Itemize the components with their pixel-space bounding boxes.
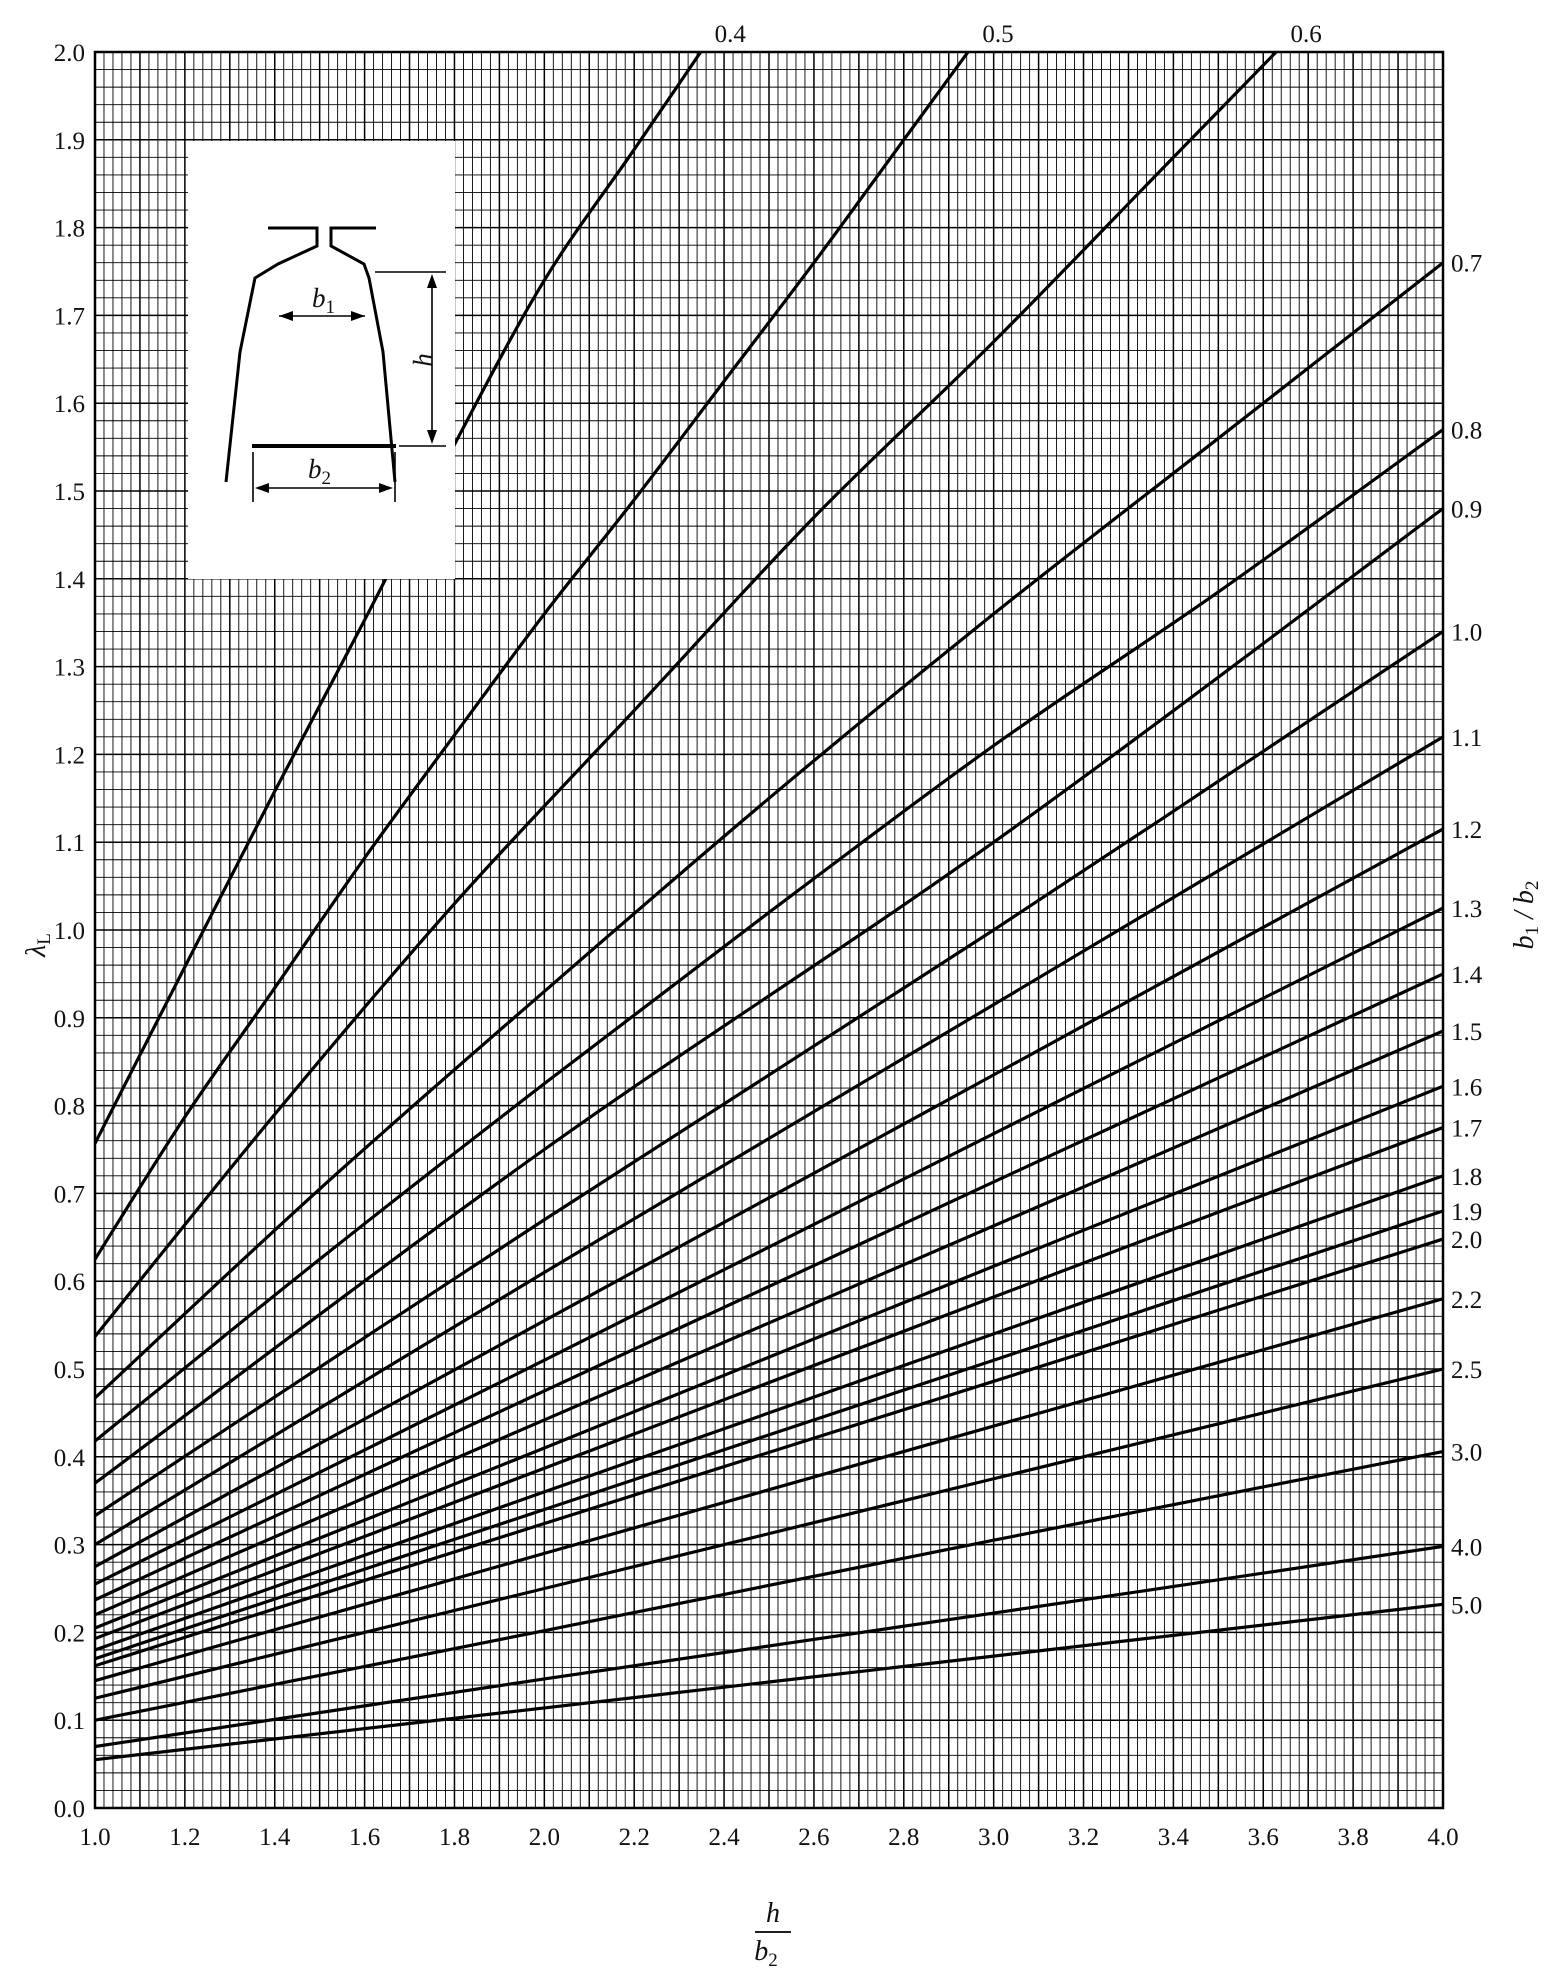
y-tick-label: 2.0 [53, 40, 85, 67]
x-tick-label: 3.6 [1247, 1824, 1279, 1851]
inset-h-label: h [408, 353, 438, 367]
y-tick-label: 0.9 [53, 1005, 85, 1033]
x-tick-label: 2.0 [528, 1824, 560, 1851]
y-tick-label: 1.1 [53, 830, 85, 858]
x-tick-label: 4.0 [1427, 1824, 1459, 1851]
curve-label: 1.2 [1451, 817, 1483, 845]
curve-label: 5.0 [1451, 1592, 1483, 1620]
y-tick-label: 1.9 [53, 127, 85, 155]
x-tick-label: 2.4 [708, 1824, 740, 1851]
inset-diagram [188, 141, 455, 579]
y-tick-label: 1.4 [53, 566, 85, 594]
curve-label: 0.6 [1290, 21, 1322, 48]
y-tick-label: 0.6 [53, 1269, 85, 1297]
y-tick-label: 1.6 [53, 391, 85, 419]
curve-label: 0.5 [982, 21, 1014, 48]
y-tick-label: 1.2 [53, 742, 85, 770]
curve-label: 3.0 [1451, 1439, 1483, 1467]
family-label: b1 / b2 [1509, 880, 1543, 950]
x-tick-label: 3.8 [1337, 1824, 1369, 1851]
curve-label: 1.7 [1451, 1115, 1483, 1143]
x-tick-label: 1.0 [79, 1824, 111, 1851]
y-tick-label: 0.1 [53, 1708, 85, 1736]
x-tick-label: 1.4 [259, 1824, 291, 1851]
curve-label: 0.8 [1451, 417, 1483, 445]
curve-label: 2.5 [1451, 1357, 1483, 1384]
curve-label: 1.4 [1451, 961, 1483, 989]
curve-label: 1.5 [1451, 1018, 1483, 1046]
curve-label: 2.2 [1451, 1286, 1483, 1314]
curve-label: 0.4 [714, 21, 746, 48]
x-tick-label: 3.0 [978, 1824, 1010, 1851]
y-tick-label: 1.3 [53, 654, 85, 682]
x-tick-label: 2.2 [618, 1824, 650, 1851]
y-axis-title: λL [21, 933, 55, 957]
x-tick-label: 3.2 [1067, 1824, 1100, 1851]
x-tick-label: 3.4 [1157, 1824, 1190, 1851]
y-tick-label: 0.8 [53, 1093, 85, 1121]
x-axis-title-denominator: $b_2$ [754, 1936, 778, 1971]
x-tick-label: 1.2 [169, 1824, 201, 1851]
curve-label: 1.1 [1451, 724, 1483, 752]
x-tick-label: 1.6 [348, 1824, 381, 1851]
curve-label: 1.0 [1451, 619, 1483, 647]
x-tick-label: 2.8 [888, 1824, 920, 1851]
y-tick-label: 1.0 [53, 918, 85, 945]
y-tick-label: 0.2 [53, 1620, 85, 1648]
curve-label: 1.3 [1451, 896, 1483, 924]
curve-label: 1.9 [1451, 1198, 1483, 1226]
x-axis-title-numerator: h [766, 1898, 780, 1929]
y-tick-label: 1.7 [53, 303, 85, 331]
y-tick-label: 0.7 [53, 1181, 85, 1209]
y-tick-label: 0.0 [53, 1796, 85, 1823]
curve-labels [715, 21, 1483, 1619]
curve-label: 4.0 [1451, 1534, 1483, 1562]
inset-b2-label: $b_2$ [308, 454, 331, 489]
curve-label: 0.9 [1451, 496, 1483, 524]
y-tick-label: 1.8 [53, 215, 85, 243]
y-tick-label: 1.5 [53, 479, 85, 506]
x-tick-label: 2.6 [798, 1824, 830, 1851]
y-tick-label: 0.3 [53, 1532, 85, 1560]
curve-label: 1.6 [1451, 1074, 1483, 1102]
curve-label: 0.7 [1451, 250, 1483, 278]
y-tick-label: 0.5 [53, 1357, 85, 1384]
x-tick-label: 1.8 [438, 1824, 471, 1851]
curve-label: 1.8 [1451, 1163, 1483, 1191]
x-axis-title [754, 1898, 791, 1971]
y-tick-label: 0.4 [53, 1444, 85, 1472]
curve-label: 2.0 [1451, 1227, 1483, 1255]
inset-b1-label: $b_1$ [312, 283, 335, 318]
